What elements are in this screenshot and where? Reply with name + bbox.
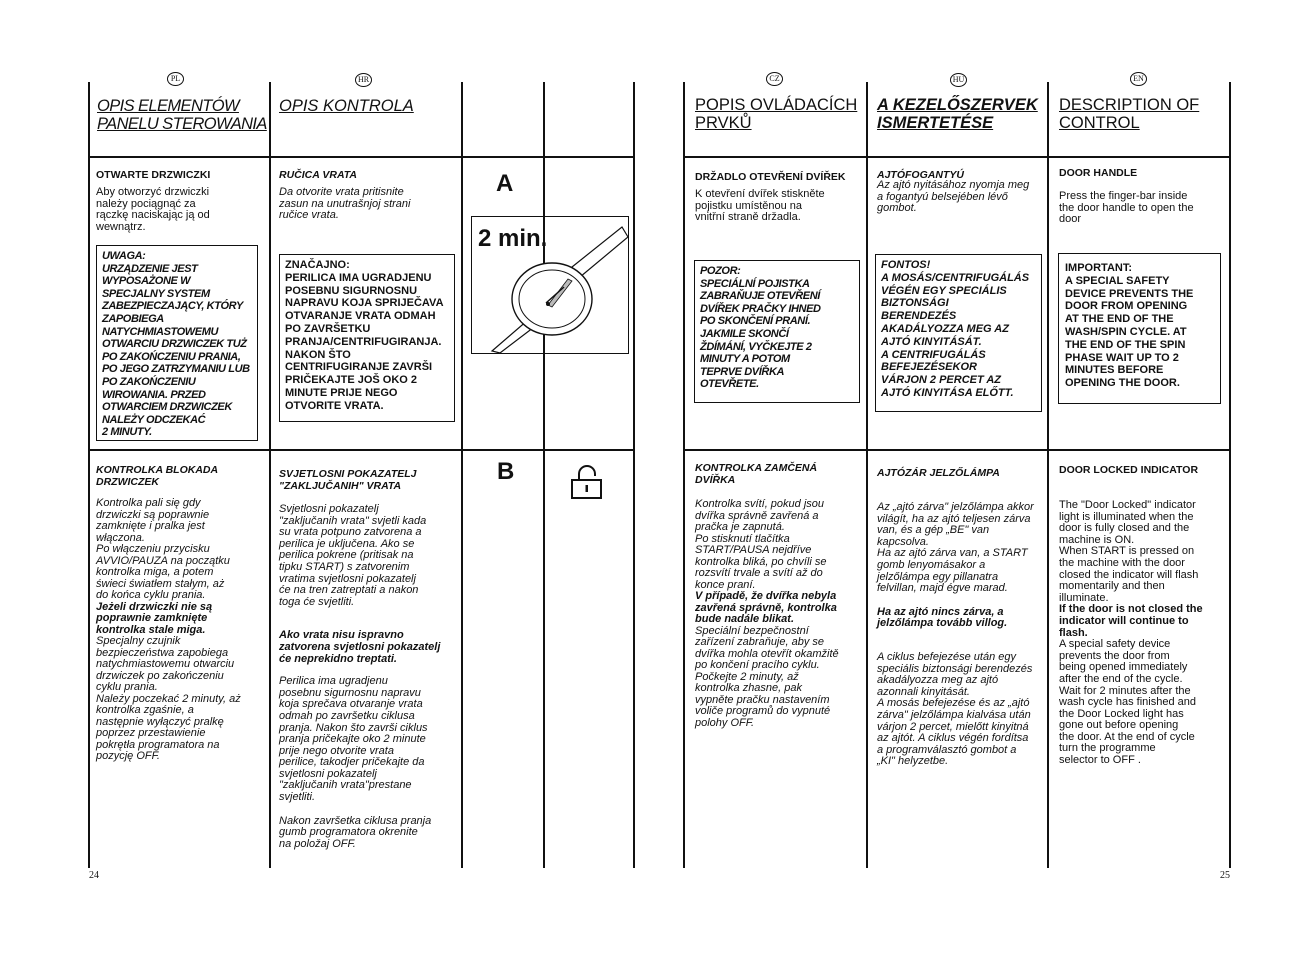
row-b-en-content xyxy=(1059,500,1203,767)
row-a-hr-title: RUČICA VRATA xyxy=(279,169,357,181)
grid-line xyxy=(866,82,868,868)
page-number-right: 25 xyxy=(1220,870,1230,881)
row-a-hu-warning xyxy=(875,254,1042,412)
row-a-cz-title: DRŽADLO OTEVŘENÍ DVÍŘEK xyxy=(695,171,846,183)
row-b-en-p2: A special safety device prevents the door from being opened immediately after the end of the cycle. Wait for 2 minutes after the wash cycle has finished and the Door Locked light has gone out before opening the door. At the end of cycle turn the programme selector to OFF . xyxy=(1059,638,1196,767)
row-a-pl-warning-text: UWAGA: URZĄDZENIE JEST WYPOSAŻONE W SPECJALNY SYSTEM ZABEZPIECZAJĄCY, KTÓRY ZAPOBIEGA NATYCHMIASTOWEMU OTWARCIU DRZWICZEK TUŻ PO ZAKOŃCZENIU PRANIA, PO JEGO ZATRZYMANIU LUB PO ZAKOŃCZENIU WIROWANIA. PRZED OTWARCIEM DRZWICZEK NALEŻY ODCZEKAĆ 2 MINUTY. xyxy=(102,250,250,439)
row-b-hr-p2: Perilica ima ugradjenu posebnu sigurnosnu napravu koja sprečava otvaranje vrata odmah po završetku ciklusa pranja. Nakon što završi ciklus pranja pričekajte oko 2 minute prije nego otvorite vrata perilice, takodjer pričekajte da svjetlosni pokazatelj "zaključanih vrata"prestane svjetliti. xyxy=(279,675,428,804)
grid-line xyxy=(269,82,271,868)
row-b-cz-content xyxy=(695,499,839,729)
row-a-en-title: DOOR HANDLE xyxy=(1059,167,1138,179)
row-b-pl-bold: Jeżeli drzwiczki nie są poprawnie zamknięte kontrolka stale miga. xyxy=(96,600,213,636)
row-b-hu-p1: Az „ajtó zárva" jelzőlámpa akkor világít, ha az ajtó teljesen zárva van, és a gép „BE" van kapcsolva. Ha az ajtó zárva van, a START gomb lenyomásakor a jelzőlámpa egy pillanatra felvillan, majd égve marad. xyxy=(877,501,1034,595)
grid-line xyxy=(461,82,463,868)
row-a-pl-title: OTWARTE DRZWICZKI xyxy=(96,169,211,181)
row-b-pl-p2: Specjalny czujnik bezpieczeństwa zapobiega natychmiastowemu otwarciu drzwiczek po zakończeniu cyklu prania. Należy poczekać 2 minuty, aż kontrolka zgaśnie, a następnie wyłączyć pralkę poprzez przestawienie pokrętła programatora na pozycję OFF. xyxy=(96,635,241,762)
row-b-hr-p3: Nakon završetka ciklusa pranja gumb programatora okrenite na položaj OFF. xyxy=(279,814,432,850)
row-a-pl-warning xyxy=(96,245,258,441)
row-b-hu-p2: A ciklus befejezése után egy speciális biztonsági berendezés akadályozza meg az ajtó azonnali kinyitását. A mosás befejezése és az „ajtó zárva" jelzőlámpa kialvása után várjon 2 percet, mielőtt kinyitná az ajtót. A ciklus végén fordítsa a programválasztó gombot a „KI" helyzetbe. xyxy=(877,650,1033,768)
row-a-pl-body: Aby otworzyć drzwiczki należy pociągnąć za rączkę naciskając ją od wewnątrz. xyxy=(96,186,210,233)
row-b-pl-content xyxy=(96,498,241,763)
row-b-hu-bold: Ha az ajtó nincs zárva, a jelzőlámpa tovább villog. xyxy=(877,605,1008,630)
grid-line xyxy=(633,82,635,868)
row-b-hu-content xyxy=(877,502,1034,768)
row-b-cz-p2: Speciální bezpečnostní zařízení zabraňuje, aby se dvířka mohla otevřít okamžitě po končení pracího cyklu. Počkejte 2 minuty, až kontrolka zhasne, pak vypněte pračku nastavením voliče programů do vypnuté polohy OFF. xyxy=(695,624,839,729)
row-a-hr-body: Da otvorite vrata pritisnite zasun na unutrašnjoj strani ručice vrata. xyxy=(279,186,411,221)
row-b-label: B xyxy=(497,458,515,485)
header-cz: POPIS OVLÁDACÍCH PRVKŮ xyxy=(695,96,858,132)
row-a-hr-warning-text: ZNAČAJNO: PERILICA IMA UGRADJENU POSEBNU SIGURNOSNU NAPRAVU KOJA SPRIJEČAVA OTVARANJE VRATA ODMAH PO ZAVRŠETKU PRANJA/CENTRIFUGIRANJA. NAKON ŠTO CENTRIFUGIRANJE ZAVRŠI PRIČEKAJTE JOŠ OKO 2 MINUTE PRIJE NEGO OTVORITE VRATA. xyxy=(285,259,444,412)
flag-pl: PL xyxy=(167,72,184,86)
grid-line xyxy=(88,449,635,451)
row-a-hu-body: Az ajtó nyitásához nyomja meg a fogantyú belsejében lévő gombot. xyxy=(877,179,1030,214)
header-hr: OPIS KONTROLA xyxy=(279,97,414,115)
row-a-hu-warning-text: FONTOS! A MOSÁS/CENTRIFUGÁLÁS VÉGÉN EGY SPECIÁLIS BIZTONSÁGI BERENDEZÉS AKADÁLYOZZA MEG AZ AJTÓ KINYITÁSÁT. A CENTRIFUGÁLÁS BEFEJEZÉSEKOR VÁRJON 2 PERCET AZ AJTÓ KINYITÁSA ELŐTT. xyxy=(881,259,1030,399)
grid-line xyxy=(1047,82,1049,868)
header-pl: OPIS ELEMENTÓW PANELU STEROWANIA xyxy=(97,97,267,133)
grid-line xyxy=(1229,82,1231,868)
row-b-hr-bold: Ako vrata nisu ispravno zatvorena svjetlosni pokazatelj će neprekidno treptati. xyxy=(279,629,441,665)
row-a-en-warning-text: IMPORTANT: A SPECIAL SAFETY DEVICE PREVENTS THE DOOR FROM OPENING AT THE END OF THE WASH/SPIN CYCLE. AT THE END OF THE SPIN PHASE WAIT UP TO 2 MINUTES BEFORE OPENING THE DOOR. xyxy=(1065,262,1194,390)
grid-line xyxy=(683,449,1231,451)
row-b-cz-bold: V případě, že dvířka nebyla zavřená správně, kontrolka bude nadále blikat. xyxy=(695,590,837,625)
row-a-label: A xyxy=(496,170,514,197)
row-b-hr-p1: Svjetlosni pokazatelj "zaključanih vrata" svjetli kada su vrata potpuno zatvorena a perilica je uključena. Ako se perilica pokrene (pritisak na tipku START) s zatvorenim vratima svjetlosni pokazatelj će na tren zatreptati a nakon toga će svjetliti. xyxy=(279,503,427,608)
grid-line xyxy=(543,82,545,868)
grid-line xyxy=(88,82,90,868)
flag-hr: HR xyxy=(355,73,372,87)
row-a-cz-body: K otevření dvířek stiskněte pojistku umístěnou na vnitřní straně držadla. xyxy=(695,188,825,223)
padlock-icon xyxy=(569,465,605,501)
row-a-hu-title: AJTÓFOGANTYÚ xyxy=(877,169,964,181)
row-a-figure-text: 2 min. xyxy=(478,225,548,252)
row-b-en-bold: If the door is not closed the indicator will continue to flash. xyxy=(1059,603,1203,639)
row-b-cz-title: KONTROLKA ZAMČENÁ DVÍŘKA xyxy=(695,462,818,486)
row-b-cz-p1: Kontrolka svítí, pokud jsou dvířka správně zavřená a pračka je zapnutá. Po stisknutí tlačítka START/PAUSA nejdříve kontrolka bliká, po chvíli se rozsvítí trvale a svítí až do konce praní. xyxy=(695,498,827,591)
header-hu: A KEZELŐSZERVEK ISMERTETÉSE xyxy=(877,96,1038,132)
row-b-pl-p1: Kontrolka pali się gdy drzwiczki są poprawnie zamknięte i pralka jest włączona. Po włączeniu przycisku AVVIO/PAUZA na początku kontrolka miga, a potem świeci światłem stałym, aż do końca cyklu prania. xyxy=(96,497,230,601)
grid-line xyxy=(88,156,635,158)
flag-en: EN xyxy=(1130,72,1147,86)
row-b-pl-title: KONTROLKA BLOKADA DRZWICZEK xyxy=(96,464,219,488)
row-a-cz-warning-text: POZOR: SPECIÁLNÍ POJISTKA ZABRAŇUJE OTEVŘENÍ DVÍŘEK PRAČKY IHNED PO SKONČENÍ PRANÍ. JAKMILE SKONČÍ ŽDÍMÁNÍ, VYČKEJTE 2 MINUTY A POTOM TEPRVE DVÍŘKA OTEVŘETE. xyxy=(700,265,821,391)
row-a-en-body: Press the finger-bar inside the door handle to open the door xyxy=(1059,190,1194,225)
grid-line xyxy=(683,82,685,868)
row-b-en-p1: The "Door Locked" indicator light is illuminated when the door is fully closed and the machine is ON. When START is pressed on the machine with the door closed the indicator will flash momentarily and then illuminate. xyxy=(1059,499,1199,604)
page-number-left: 24 xyxy=(89,870,99,881)
row-b-hu-title: AJTÓZÁR JELZŐLÁMPA xyxy=(877,467,1000,479)
row-b-hr-title: SVJETLOSNI POKAZATELJ "ZAKLJUČANIH" VRATA xyxy=(279,468,417,492)
row-b-en-title: DOOR LOCKED INDICATOR xyxy=(1059,464,1199,476)
row-a-figure xyxy=(471,216,629,354)
flag-cz: CZ xyxy=(766,72,783,86)
grid-line xyxy=(683,156,1231,158)
row-a-hr-warning xyxy=(279,254,455,422)
header-en: DESCRIPTION OF CONTROL xyxy=(1059,96,1200,132)
row-b-hr-content xyxy=(279,504,440,850)
flag-hu: HU xyxy=(950,73,967,87)
row-a-en-warning xyxy=(1058,253,1221,404)
row-a-cz-warning xyxy=(694,260,860,403)
watch-dial-icon xyxy=(472,217,628,353)
